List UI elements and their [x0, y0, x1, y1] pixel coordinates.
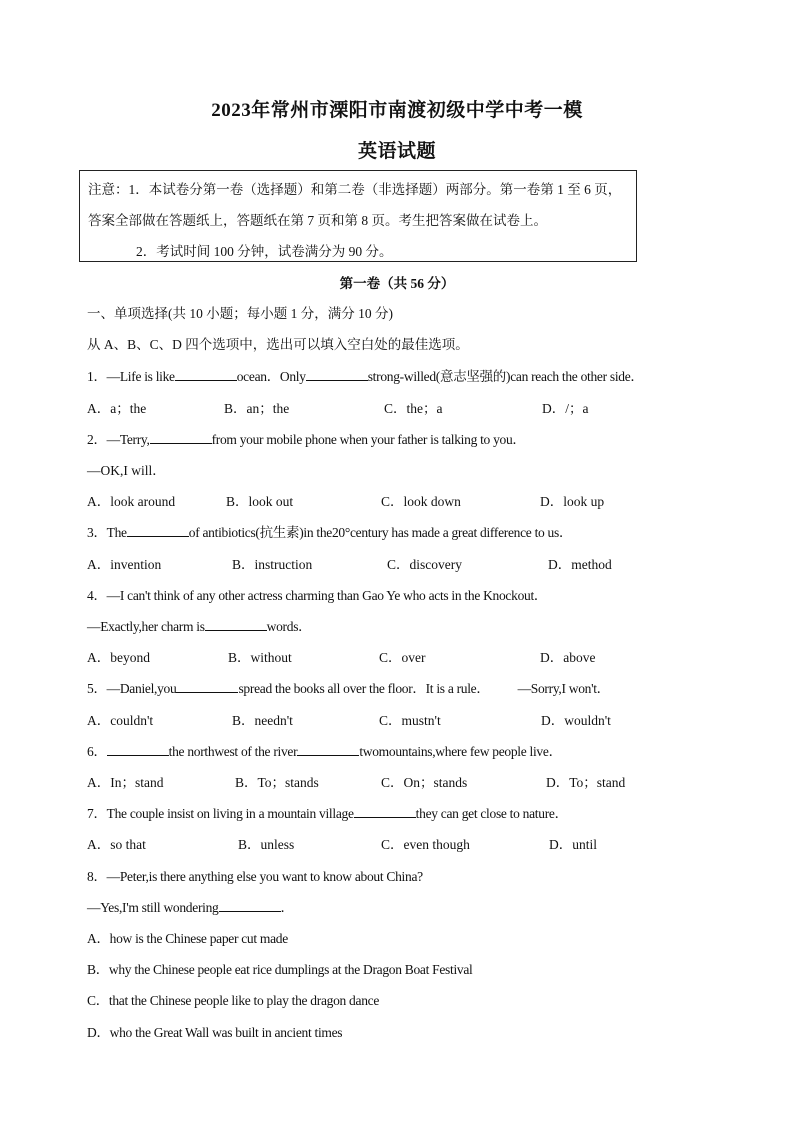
option-a: A．so that: [87, 837, 146, 852]
option-a: A．how is the Chinese paper cut made: [87, 931, 288, 946]
question-text: 2．—Terry,: [87, 432, 150, 447]
option-b: B．why the Chinese people eat rice dumplings at the Dragon Boat Festival: [87, 962, 473, 977]
notice-line-1: 注意：1．本试卷分第一卷（选择题）和第二卷（非选择题）两部分。第一卷第 1 至 6 页，: [88, 182, 622, 197]
question-text: words．: [266, 619, 312, 634]
option-c: C．over: [379, 650, 426, 665]
question-4-reply: [87, 615, 311, 635]
notice-line-2: 答案全部做在答题纸上，答题纸在第 7 页和第 8 页。考生把答案做在试卷上。: [88, 213, 547, 228]
option-b: B．To；stands: [235, 775, 319, 790]
question-text: the northwest of the river: [168, 744, 298, 759]
question-text: 6．: [87, 744, 107, 759]
option-c: C．the；a: [384, 401, 443, 416]
question-text: —Exactly,her charm is: [87, 619, 205, 634]
option-d: D．wouldn't: [541, 713, 611, 728]
question-text: strong-willed(意志坚强的)can reach the other side．: [367, 369, 644, 384]
option-a: A．a；the: [87, 401, 147, 416]
option-c: C．mustn't: [379, 713, 441, 728]
answer-blank: [205, 618, 267, 631]
answer-blank: [175, 368, 237, 381]
question-4: 4．—I can't think of any other actress charming than Gao Ye who acts in the Knockout．: [87, 588, 548, 603]
exam-subtitle: 英语试题: [357, 141, 436, 162]
option-d: D．who the Great Wall was built in ancient times: [87, 1025, 343, 1040]
question-text: 3．The: [87, 525, 127, 540]
answer-blank: [176, 680, 238, 693]
option-b: B．unless: [238, 837, 295, 852]
notice-line-3: 2．考试时间 100 分钟，试卷满分为 90 分。: [136, 244, 393, 259]
option-a: A．couldn't: [87, 713, 154, 728]
question-text: —Sorry,I won't．: [517, 681, 610, 696]
question-1: [87, 365, 644, 385]
option-d: D．above: [540, 650, 596, 665]
option-d: D．method: [548, 557, 612, 572]
question-text: 7．The couple insist on living in a mountain village: [87, 806, 354, 821]
option-a: A．beyond: [87, 650, 150, 665]
option-b: B．look out: [226, 494, 294, 509]
instruction: 从 A、B、C、D 四个选项中，选出可以填入空白处的最佳选项。: [87, 337, 469, 352]
option-c: C．discovery: [387, 557, 462, 572]
option-c: C．On；stands: [381, 775, 468, 790]
question-8-reply: [87, 896, 294, 916]
answer-blank: [306, 368, 368, 381]
question-5: [87, 677, 610, 697]
question-text: from your mobile phone when your father is talking to you．: [211, 432, 526, 447]
question-text: ocean．Only: [236, 369, 306, 384]
question-3: [87, 521, 572, 541]
question-text: twomountains,where few people live．: [359, 744, 562, 759]
answer-blank: [219, 899, 281, 912]
exam-title: 2023年常州市溧阳市南渡初级中学中考一模: [211, 100, 583, 121]
question-2: [87, 428, 526, 448]
option-b: B．an；the: [224, 401, 290, 416]
question-text: 1．—Life is like: [87, 369, 175, 384]
option-a: A．In；stand: [87, 775, 164, 790]
answer-blank: [150, 431, 212, 444]
option-d: D．To；stand: [546, 775, 626, 790]
question-6: [87, 740, 562, 760]
option-a: A．look around: [87, 494, 176, 509]
option-c: C．that the Chinese people like to play the dragon dance: [87, 993, 380, 1008]
answer-blank: [107, 743, 169, 756]
question-text: ．: [280, 900, 294, 915]
option-c: C．even though: [381, 837, 470, 852]
answer-blank: [354, 805, 416, 818]
notice-box: [79, 170, 637, 262]
question-text: they can get close to nature．: [415, 806, 568, 821]
question-text: of antibiotics(抗生素)in the20°century has made a great difference to us．: [188, 525, 573, 540]
question-text: —Yes,I'm still wondering: [87, 900, 219, 915]
section-title: 第一卷（共 56 分）: [339, 276, 455, 291]
question-7: [87, 802, 568, 822]
answer-blank: [297, 743, 359, 756]
option-a: A．invention: [87, 557, 162, 572]
option-c: C．look down: [381, 494, 461, 509]
question-text: spread the books all over the floor．It is a rule．: [238, 681, 490, 696]
question-8: 8．—Peter,is there anything else you want to know about China?: [87, 869, 423, 884]
answer-blank: [127, 524, 189, 537]
option-b: B．without: [228, 650, 292, 665]
option-d: D．look up: [540, 494, 605, 509]
question-2-reply: —OK,I will．: [87, 463, 166, 478]
option-b: B．needn't: [232, 713, 293, 728]
question-text: 5．—Daniel,you: [87, 681, 177, 696]
option-b: B．instruction: [232, 557, 313, 572]
part-title: 一、单项选择(共 10 小题；每小题 1 分，满分 10 分): [87, 306, 393, 321]
option-d: D．until: [549, 837, 598, 852]
option-d: D．/；a: [542, 401, 589, 416]
